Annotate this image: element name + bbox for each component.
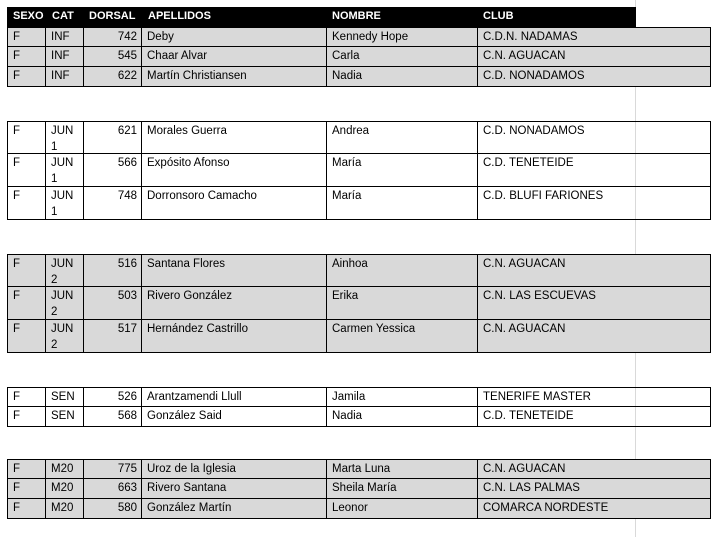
cell-cat[interactable]: INF	[46, 67, 84, 87]
cell-club[interactable]: C.N. AGUACAN	[478, 320, 711, 353]
cell-dorsal[interactable]: 526	[84, 387, 142, 407]
cell-sexo[interactable]: F	[7, 407, 46, 427]
header-dorsal: DORSAL	[89, 10, 136, 22]
cell-dorsal[interactable]: 748	[84, 187, 142, 220]
header-nombre: NOMBRE	[332, 10, 381, 22]
cell-club[interactable]: C.N. LAS PALMAS	[478, 479, 711, 499]
cell-club[interactable]: C.N. AGUACAN	[478, 459, 711, 479]
table-row[interactable]	[7, 320, 711, 353]
cell-cat[interactable]: INF	[46, 47, 84, 67]
cell-club[interactable]: C.D. TENETEIDE	[478, 154, 711, 187]
header-sexo: SEXO	[13, 10, 44, 22]
cell-cat[interactable]: JUN 2	[46, 287, 84, 320]
header-row	[7, 7, 636, 27]
cell-apellidos[interactable]: Hernández Castrillo	[142, 320, 327, 353]
cell-cat[interactable]: SEN	[46, 407, 84, 427]
cell-cat[interactable]: JUN 2	[46, 254, 84, 287]
cell-dorsal[interactable]: 516	[84, 254, 142, 287]
table-row[interactable]	[7, 479, 711, 499]
cell-sexo[interactable]: F	[7, 387, 46, 407]
cell-apellidos[interactable]: Deby	[142, 27, 327, 47]
cell-club[interactable]: C.D.N. NADAMAS	[478, 27, 711, 47]
cell-sexo[interactable]: F	[7, 121, 46, 154]
cell-dorsal[interactable]: 580	[84, 499, 142, 519]
cell-apellidos[interactable]: González Martín	[142, 499, 327, 519]
cell-club[interactable]: TENERIFE MASTER	[478, 387, 711, 407]
header-club: CLUB	[483, 10, 514, 22]
cell-nombre[interactable]: Marta Luna	[327, 459, 478, 479]
cell-sexo[interactable]: F	[7, 459, 46, 479]
table-row[interactable]	[7, 287, 711, 320]
cell-sexo[interactable]: F	[7, 499, 46, 519]
cell-club[interactable]: C.N. LAS ESCUEVAS	[478, 287, 711, 320]
cell-sexo[interactable]: F	[7, 320, 46, 353]
cell-nombre[interactable]: Andrea	[327, 121, 478, 154]
table-row[interactable]	[7, 254, 711, 287]
cell-apellidos[interactable]: Dorronsoro Camacho	[142, 187, 327, 220]
cell-club[interactable]: C.D. NONADAMOS	[478, 67, 711, 87]
table-row[interactable]	[7, 27, 711, 47]
cell-apellidos[interactable]: González Said	[142, 407, 327, 427]
cell-apellidos[interactable]: Martín Christiansen	[142, 67, 327, 87]
cell-club[interactable]: C.N. AGUACAN	[478, 47, 711, 67]
header-apellidos: APELLIDOS	[148, 10, 211, 22]
cell-cat[interactable]: JUN 1	[46, 154, 84, 187]
cell-cat[interactable]: JUN 1	[46, 187, 84, 220]
cell-sexo[interactable]: F	[7, 47, 46, 67]
cell-club[interactable]: COMARCA NORDESTE	[478, 499, 711, 519]
cell-apellidos[interactable]: Uroz de la Iglesia	[142, 459, 327, 479]
cell-nombre[interactable]: Erika	[327, 287, 478, 320]
cell-sexo[interactable]: F	[7, 479, 46, 499]
cell-nombre[interactable]: Nadia	[327, 407, 478, 427]
table-row[interactable]	[7, 459, 711, 479]
cell-nombre[interactable]: Leonor	[327, 499, 478, 519]
cell-cat[interactable]: SEN	[46, 387, 84, 407]
cell-apellidos[interactable]: Rivero Santana	[142, 479, 327, 499]
cell-sexo[interactable]: F	[7, 287, 46, 320]
table-row[interactable]	[7, 154, 711, 187]
cell-dorsal[interactable]: 568	[84, 407, 142, 427]
cell-apellidos[interactable]: Rivero González	[142, 287, 327, 320]
cell-nombre[interactable]: Nadia	[327, 67, 478, 87]
table-row[interactable]	[7, 67, 711, 87]
cell-nombre[interactable]: Sheila María	[327, 479, 478, 499]
table-row[interactable]	[7, 47, 711, 67]
cell-dorsal[interactable]: 621	[84, 121, 142, 154]
cell-dorsal[interactable]: 742	[84, 27, 142, 47]
cell-apellidos[interactable]: Expósito Afonso	[142, 154, 327, 187]
cell-apellidos[interactable]: Chaar Alvar	[142, 47, 327, 67]
cell-sexo[interactable]: F	[7, 187, 46, 220]
cell-cat[interactable]: M20	[46, 459, 84, 479]
cell-nombre[interactable]: Kennedy Hope	[327, 27, 478, 47]
cell-cat[interactable]: M20	[46, 499, 84, 519]
table-row[interactable]	[7, 499, 711, 519]
cell-sexo[interactable]: F	[7, 154, 46, 187]
cell-apellidos[interactable]: Santana Flores	[142, 254, 327, 287]
cell-nombre[interactable]: Ainhoa	[327, 254, 478, 287]
cell-cat[interactable]: JUN 2	[46, 320, 84, 353]
cell-apellidos[interactable]: Arantzamendi Llull	[142, 387, 327, 407]
cell-club[interactable]: C.D. BLUFI FARIONES	[478, 187, 711, 220]
cell-nombre[interactable]: María	[327, 154, 478, 187]
table-row[interactable]	[7, 121, 711, 154]
cell-club[interactable]: C.N. AGUACAN	[478, 254, 711, 287]
cell-sexo[interactable]: F	[7, 67, 46, 87]
cell-sexo[interactable]: F	[7, 27, 46, 47]
cell-cat[interactable]: M20	[46, 479, 84, 499]
cell-dorsal[interactable]: 775	[84, 459, 142, 479]
cell-dorsal[interactable]: 503	[84, 287, 142, 320]
cell-sexo[interactable]: F	[7, 254, 46, 287]
cell-dorsal[interactable]: 517	[84, 320, 142, 353]
cell-club[interactable]: C.D. TENETEIDE	[478, 407, 711, 427]
cell-dorsal[interactable]: 663	[84, 479, 142, 499]
cell-dorsal[interactable]: 566	[84, 154, 142, 187]
cell-club[interactable]: C.D. NONADAMOS	[478, 121, 711, 154]
header-cat: CAT	[52, 10, 74, 22]
cell-nombre[interactable]: Carla	[327, 47, 478, 67]
table-row[interactable]	[7, 187, 711, 220]
table-row[interactable]	[7, 387, 711, 407]
table-row[interactable]	[7, 407, 711, 427]
cell-nombre[interactable]: Carmen Yessica	[327, 320, 478, 353]
cell-nombre[interactable]: María	[327, 187, 478, 220]
cell-apellidos[interactable]: Morales Guerra	[142, 121, 327, 154]
cell-cat[interactable]: JUN 1	[46, 121, 84, 154]
cell-cat[interactable]: INF	[46, 27, 84, 47]
cell-nombre[interactable]: Jamila	[327, 387, 478, 407]
cell-dorsal[interactable]: 545	[84, 47, 142, 67]
cell-dorsal[interactable]: 622	[84, 67, 142, 87]
